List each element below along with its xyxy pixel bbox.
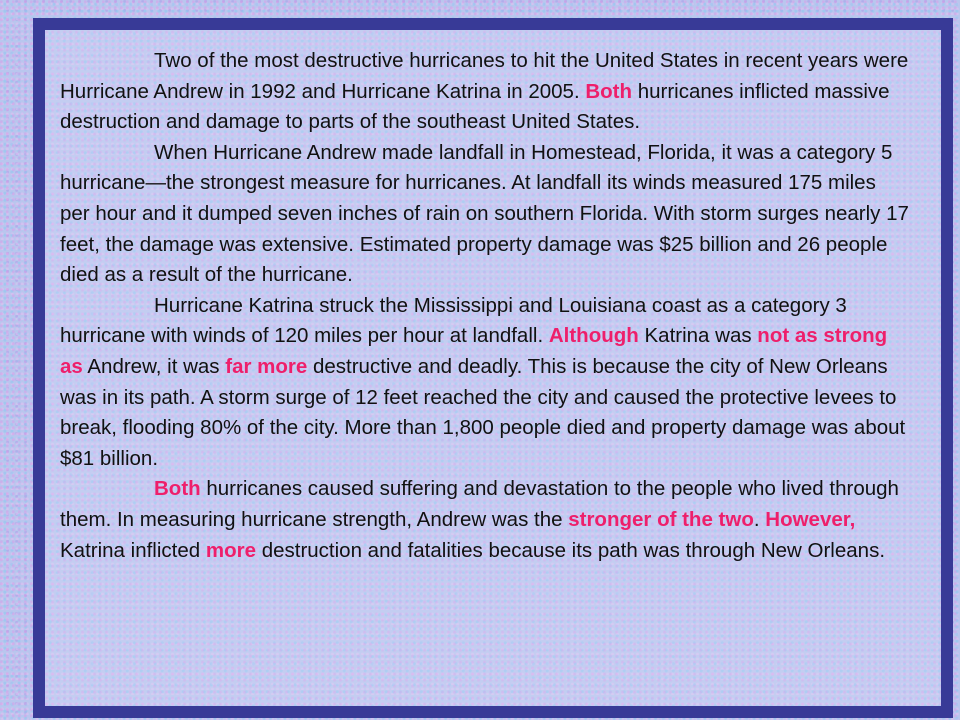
highlighted-phrase: Both: [154, 477, 201, 501]
paragraph-1: [60, 46, 910, 138]
paragraph-3: [60, 291, 910, 475]
highlighted-phrase: Although: [548, 324, 639, 348]
text-segment: When Hurricane Andrew made landfall in Homestead, Florida, it was a category 5 hurricane—the strongest measure for hurricanes. At landfall its winds measured 175 miles per hour and it dumped seven inches of rain on southern Florida. With storm surges nearly 17 feet, the damage was extensive. Estimated property damage was $25 billion and 26 people died as a result of the hurricane.: [60, 140, 909, 287]
text-segment: hurricanes caused suffering and devastation to the people who lived through them. In measuring hurricane strength, Andrew was the: [60, 477, 899, 531]
text-segment: destructive and deadly. This is because the city of New Orleans was in its path. A storm surge of 12 feet reached the city and caused the protective levees to break, flooding 80% of the city. More than 1,800 people died and property damage was about $81 billion.: [60, 354, 906, 470]
highlighted-phrase: Both: [585, 79, 633, 103]
paragraph-4: [60, 474, 910, 566]
highlighted-phrase: However,: [765, 507, 856, 531]
highlighted-phrase: stronger of the two: [568, 507, 754, 531]
paragraph-2: [60, 138, 910, 291]
text-segment: Katrina inflicted: [60, 538, 206, 562]
highlighted-phrase: more: [205, 538, 256, 562]
highlighted-phrase: not as strong as: [60, 324, 888, 378]
text-segment: Katrina was: [638, 324, 758, 348]
text-segment: .: [753, 507, 766, 531]
text-segment: hurricanes inflicted massive destruction and damage to parts of the southeast United States.: [60, 79, 890, 134]
highlighted-phrase: far more: [225, 354, 308, 378]
text-segment: Hurricane Katrina struck the Mississippi and Louisiana coast as a category 3 hurricane with winds of 120 miles per hour at landfall.: [60, 293, 847, 348]
text-segment: Two of the most destructive hurricanes to hit the United States in recent years were Hurricane Andrew in 1992 and Hurricane Katrina in 2005.: [60, 49, 909, 103]
essay-text: [60, 46, 910, 566]
text-segment: Andrew, it was: [82, 354, 226, 378]
text-segment: destruction and fatalities because its path was through New Orleans.: [256, 538, 886, 562]
